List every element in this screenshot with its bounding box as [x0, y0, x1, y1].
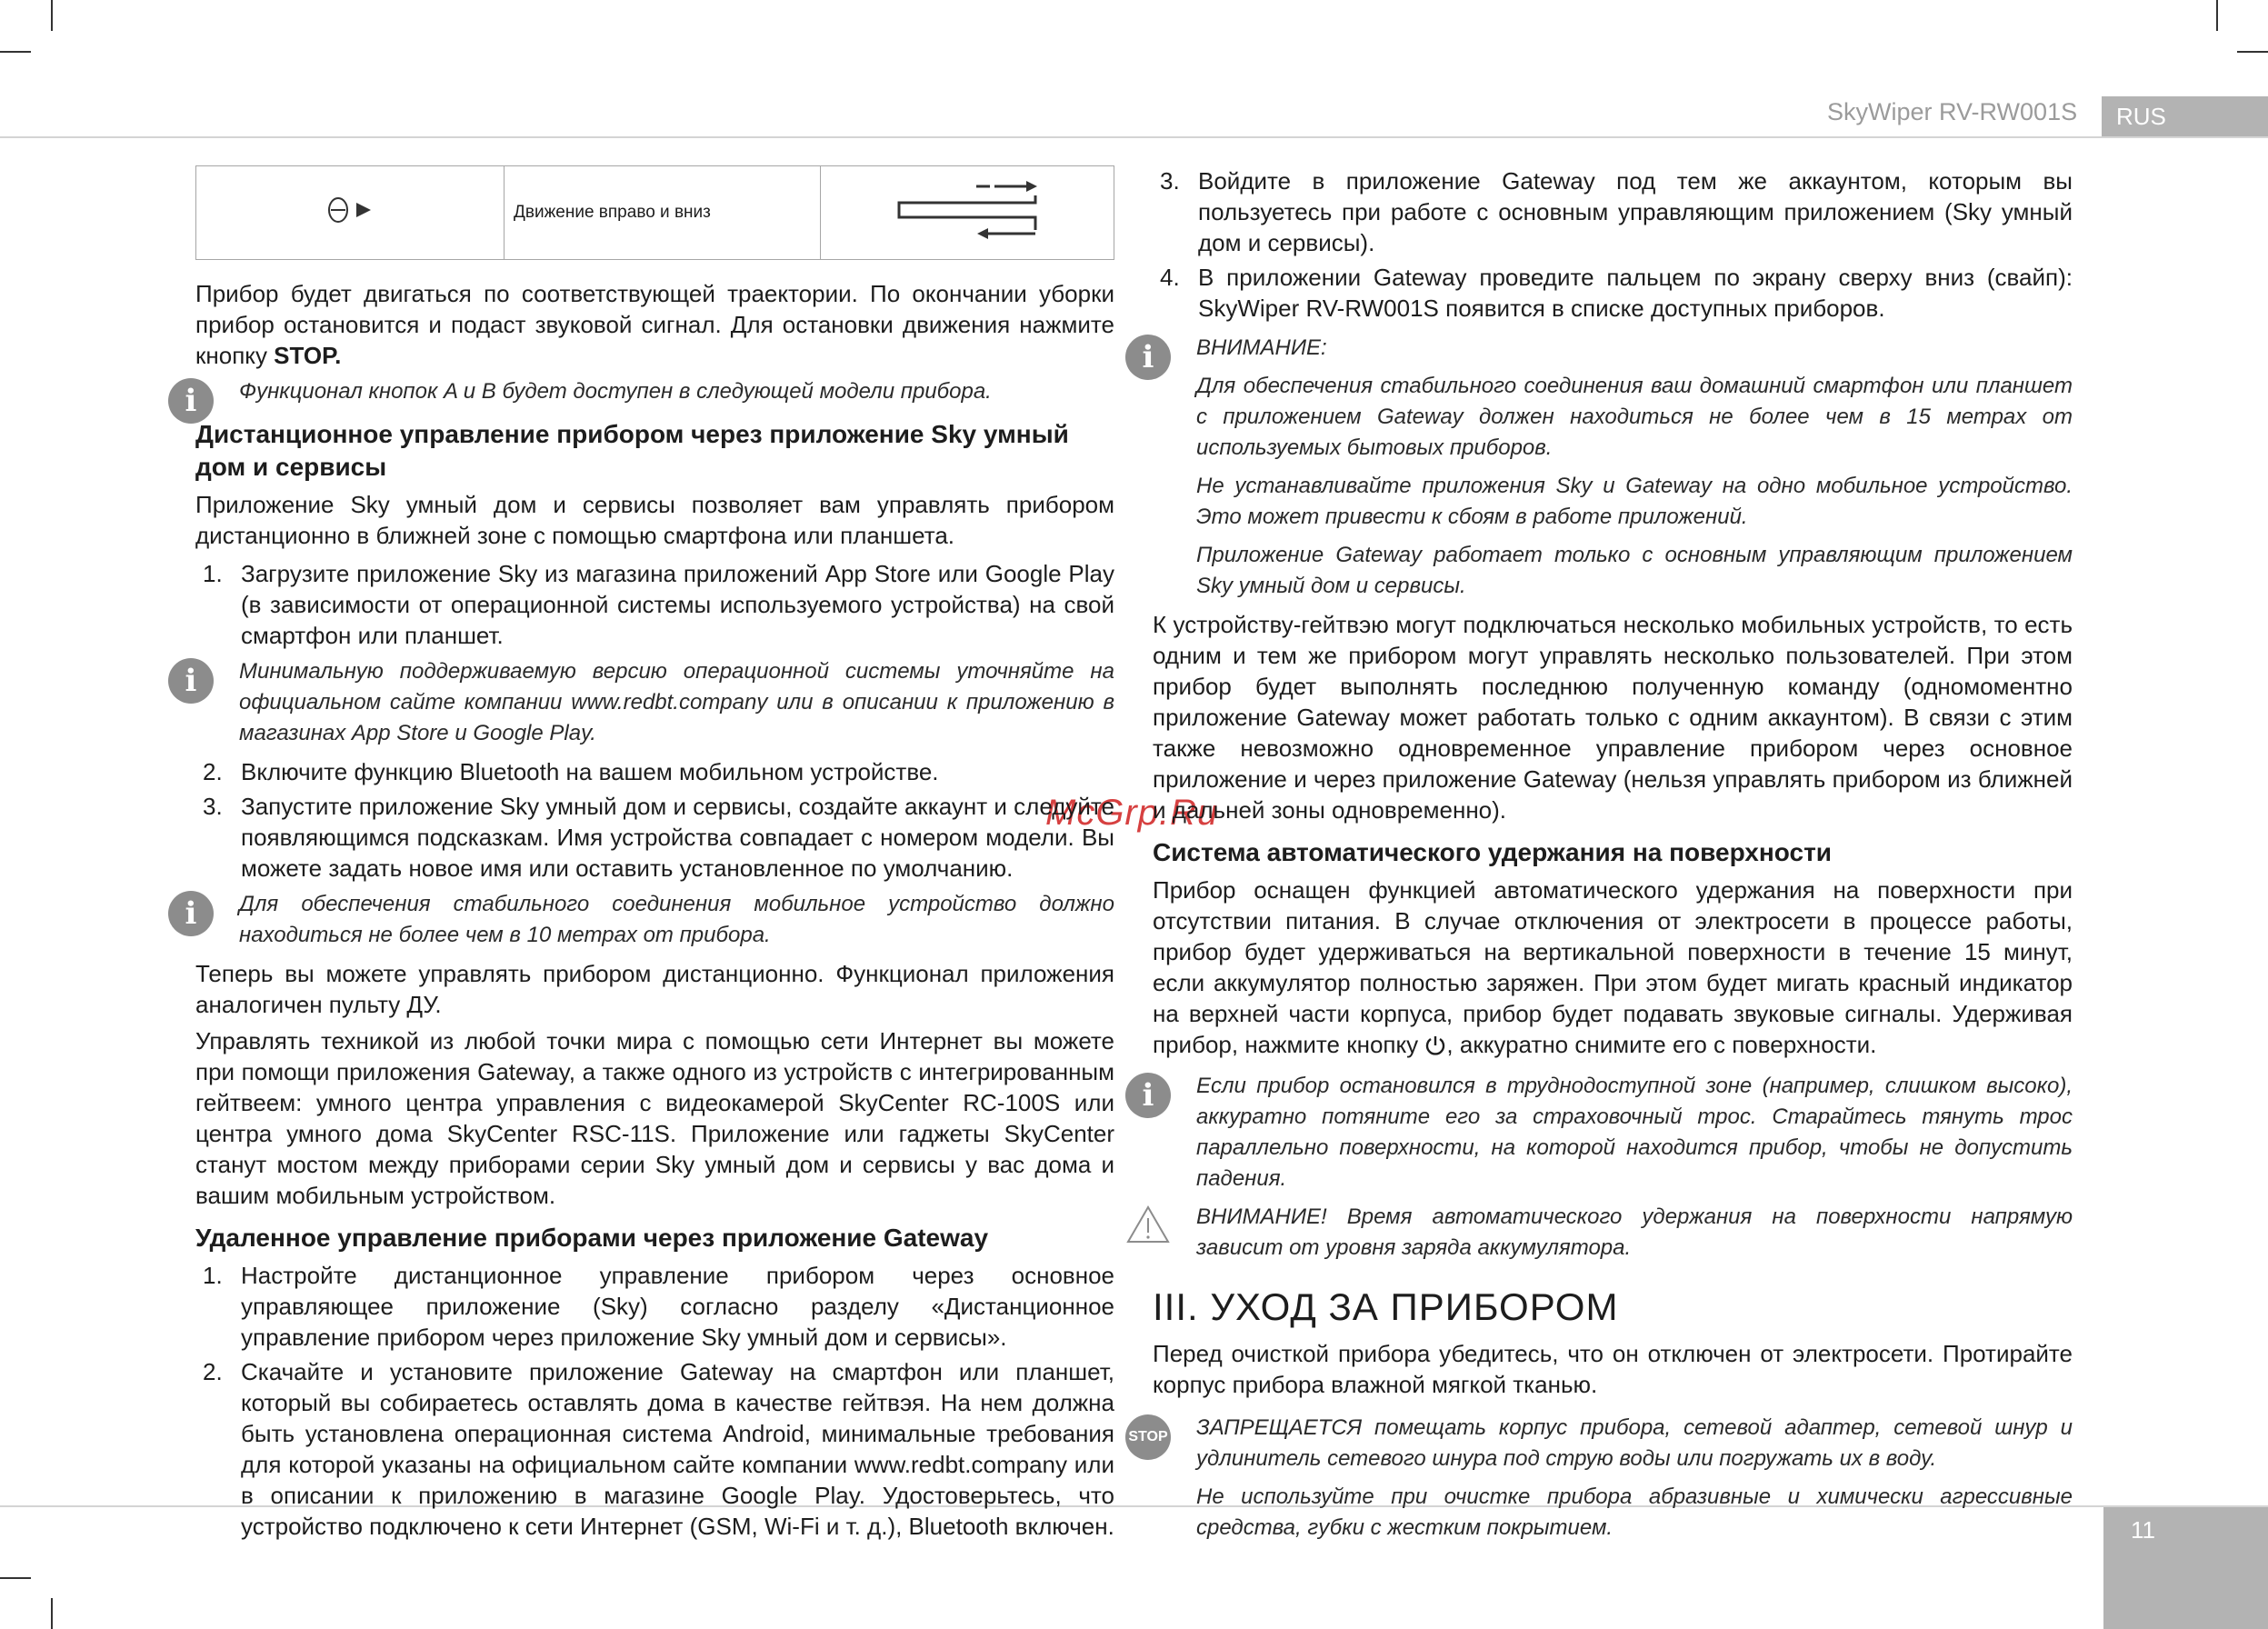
crop-mark	[51, 1598, 53, 1629]
info-note	[185, 376, 1114, 419]
list-text: В приложении Gateway проведите пальцем по экрану сверху вниз (свайп): SkyWiper RV-RW001S появится в списке доступных приборов.	[1198, 264, 2073, 322]
page-number: 11	[2131, 1516, 2155, 1544]
paragraph: К устройству-гейтвэю могут подключаться несколько мобильных устройств, то есть одним и тем же прибором могут управлять несколько пользователей. При этом прибор будет выполнять последнюю полученную команду (одномоментно приложение Gateway может работать только с одним аккаунтом). В связи с этим также невозможно одновременное управление прибором через основное приложение и через приложение Gateway (нельзя управлять прибором из ближней и дальней зоны одновременно).	[1153, 611, 2073, 824]
list-number: 3.	[203, 793, 223, 820]
stop-icon: STOP	[1125, 1414, 1171, 1460]
numbered-list	[1153, 165, 2073, 324]
info-note	[1142, 333, 2073, 602]
page-number-box	[2103, 1507, 2268, 1629]
note-text: Не устанавливайте приложения Sky и Gateway на одно мобильное устройство. Это может привести к сбоям в работе приложений.	[1196, 474, 2073, 529]
info-note	[185, 656, 1114, 749]
note-text: ВНИМАНИЕ! Время автоматического удержания на поверхности напрямую зависит от уровня заряда аккумулятора.	[1196, 1204, 2073, 1260]
paragraph-text: , аккуратно снимите его с поверхности.	[1446, 1031, 1877, 1058]
list-text: Включите функцию Bluetooth на вашем мобильном устройстве.	[241, 758, 939, 785]
stop-note	[1128, 1413, 2073, 1544]
list-number: 2.	[203, 758, 223, 785]
list-item	[195, 1260, 1114, 1353]
note-text: Для обеспечения стабильного соединения ваш домашний смартфон или планшет с приложением Gateway должен находиться не более чем в 15 метрах от используемых бытовых приборов.	[1196, 374, 2073, 460]
header-divider	[0, 136, 2268, 138]
list-text: Загрузите приложение Sky из магазина приложений App Store или Google Play (в зависимости от операционной системы используемого устройства) на свой смартфон или планшет.	[241, 560, 1114, 649]
info-note	[1142, 1071, 2073, 1194]
list-text: Запустите приложение Sky умный дом и сервисы, создайте аккаунт и следуйте появляющимся подсказкам. Имя устройства совпадает с номером модели. Вы можете задать новое имя или оставить установленное по умолчанию.	[241, 793, 1114, 882]
stop-label: STOP.	[274, 342, 342, 369]
mode-icon	[318, 192, 382, 228]
header-lang-tab: RUS	[2102, 96, 2268, 136]
info-icon: i	[1125, 335, 1171, 380]
list-item	[1153, 165, 2073, 258]
power-icon	[1424, 1034, 1446, 1056]
warning-note	[1153, 1202, 2073, 1264]
info-icon: i	[168, 658, 214, 704]
note-text: Если прибор остановился в труднодоступной зоне (например, слишком высоко), аккуратно потяните его за страховочный трос. Старайтесь тянуть трос параллельно поверхности, на которой находится прибор, чтобы не допустить падения.	[1196, 1074, 2073, 1191]
note-text: Не используйте при очистке прибора абразивные и химически агрессивные средства, губки с жестким покрытием.	[1196, 1484, 2073, 1540]
list-text: Войдите в приложение Gateway под тем же аккаунтом, которым вы пользуетесь при работе с основным управляющим приложением (Sky умный дом и сервисы).	[1198, 167, 2073, 256]
mode-trajectory-cell	[821, 166, 1114, 260]
list-number: 1.	[203, 1262, 223, 1289]
paragraph: Приложение Sky умный дом и сервисы позволяет вам управлять прибором дистанционно в ближней зоне с помощью смартфона или планшета.	[195, 491, 1114, 549]
note-text: Функционал кнопок A и B будет доступен в следующей модели прибора.	[239, 379, 992, 404]
chapter-heading: III. УХОД ЗА ПРИБОРОМ	[1153, 1285, 1619, 1328]
note-text: ЗАПРЕЩАЕТСЯ помещать корпус прибора, сетевой адаптер, сетевой шнур и удлинитель сетевого шнура под струю воды или погружать их в воду.	[1196, 1415, 2073, 1471]
section-heading: Система автоматического удержания на поверхности	[1153, 838, 1833, 866]
list-item	[195, 558, 1114, 651]
crop-mark	[0, 51, 31, 53]
info-icon: i	[168, 378, 214, 424]
note-text: Минимальную поддерживаемую версию операционной системы уточняйте на официальном сайте компании www.redbt.company или в описании к приложению в магазинах App Store и Google Play.	[239, 659, 1114, 745]
list-item	[195, 756, 1114, 787]
crop-mark	[51, 0, 53, 31]
section-heading: Удаленное управление приборами через приложение Gateway	[195, 1224, 989, 1252]
list-item	[1153, 262, 2073, 324]
trajectory-diagram	[890, 174, 1044, 246]
numbered-list	[195, 1260, 1114, 1542]
info-icon: i	[168, 891, 214, 936]
list-number: 3.	[1160, 167, 1180, 195]
paragraph-text: Прибор оснащен функцией автоматического удержания на поверхности при отсутствии питания. В случае отключения от электросети в процессе работы, прибор будет удерживаться на вертикальной поверхности в течение 15 минут, если аккумулятор полностью заряжен. При этом будет мигать красный индикатор на верхней части корпуса, прибор будет подавать звуковые сигналы. Удерживая прибор, нажмите кнопку	[1153, 876, 2073, 1058]
paragraph	[195, 278, 1114, 371]
warning-icon	[1125, 1204, 1171, 1249]
mode-icon-cell	[196, 166, 505, 260]
numbered-list	[195, 756, 1114, 884]
list-item	[195, 1356, 1114, 1542]
paragraph: Теперь вы можете управлять прибором дистанционно. Функционал приложения аналогичен пульту ДУ.	[195, 960, 1114, 1018]
crop-mark	[0, 1577, 31, 1579]
paragraph-text: Прибор будет двигаться по соответствующей траектории. По окончании уборки прибор остановится и подаст звуковой сигнал. Для остановки движения нажмите кнопку	[195, 280, 1114, 369]
list-item	[195, 791, 1114, 884]
list-text: Настройте дистанционное управление прибором через основное управляющее приложение (Sky) согласно разделу «Дистанционное управление прибором через приложение Sky умный дом и сервисы».	[241, 1262, 1114, 1351]
note-text: Приложение Gateway работает только с основным управляющим приложением Sky умный дом и сервисы.	[1196, 543, 2073, 598]
info-note	[185, 889, 1114, 951]
info-icon: i	[1125, 1073, 1171, 1118]
note-text: Для обеспечения стабильного соединения мобильное устройство должно находиться не более чем в 10 метрах от прибора.	[239, 892, 1114, 947]
list-number: 2.	[203, 1358, 223, 1385]
left-column	[185, 165, 1114, 1545]
table-row	[196, 166, 1114, 260]
mode-description: Движение вправо и вниз	[505, 166, 821, 260]
crop-mark	[2237, 51, 2268, 53]
list-number: 4.	[1160, 264, 1180, 291]
note-title: ВНИМАНИЕ:	[1196, 335, 1327, 360]
mode-table	[195, 165, 1114, 260]
crop-mark	[2216, 0, 2218, 31]
list-text: Скачайте и установите приложение Gateway на смартфон или планшет, который вы собираетесь оставлять дома в качестве гейтвэя. На нем должна быть установлена операционная система Android, минимальные требования для которой указаны на официальном сайте компании www.redbt.company или в описании к приложению в магазине Google Play. Удостоверьтесь, что устройство подключено к сети Интернет (GSM, Wi-Fi и т. д.), Bluetooth включен.	[241, 1358, 1114, 1540]
paragraph: Перед очисткой прибора убедитесь, что он отключен от электросети. Протирайте корпус прибора влажной мягкой тканью.	[1153, 1340, 2073, 1398]
list-number: 1.	[203, 560, 223, 587]
numbered-list	[195, 558, 1114, 651]
paragraph	[1153, 874, 2073, 1060]
section-heading: Дистанционное управление прибором через приложение Sky умный дом и сервисы	[195, 420, 1069, 481]
watermark: McGrp.Ru	[1045, 793, 1219, 833]
header-model: SkyWiper RV-RW001S	[1827, 98, 2078, 125]
paragraph: Управлять техникой из любой точки мира с помощью сети Интернет вы можете при помощи приложения Gateway, а также одного из устройств с интегрированным гейтвеем: умного центра управления с видеокамерой SkyCenter RC-100S или центра умного дома SkyCenter RSC-11S. Приложение или гаджеты SkyCenter станут мостом между приборами серии Sky умный дом и сервисы у вас дома и вашим мобильным устройством.	[195, 1027, 1114, 1209]
